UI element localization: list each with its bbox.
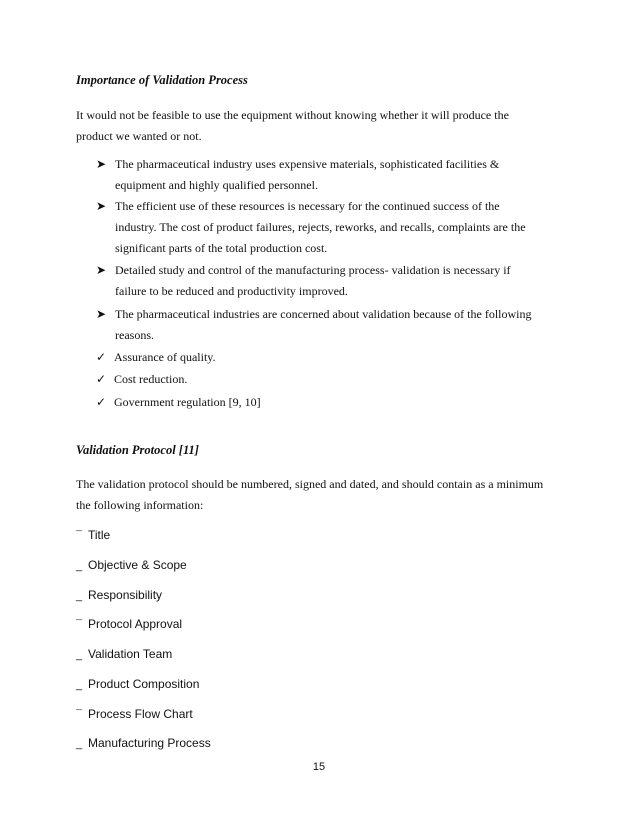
dash-marker: _	[76, 560, 83, 572]
bullet-text-line: The pharmaceutical industries are concerned about validation because of the following	[115, 307, 532, 321]
checkmark-icon: ✓	[96, 395, 107, 409]
protocol-list-item	[76, 647, 172, 661]
section-heading-importance: Importance of Validation Process	[76, 73, 248, 87]
protocol-list-item	[76, 707, 193, 721]
dash-marker: _	[76, 649, 83, 661]
protocol-list-item	[76, 617, 182, 631]
protocol-item-text: Process Flow Chart	[88, 707, 193, 721]
bullet-text-line: industry. The cost of product failures, rejects, reworks, and recalls, complaints are the	[115, 220, 526, 234]
check-bullet-text: Assurance of quality.	[114, 350, 216, 364]
check-bullet-text: Government regulation [9, 10]	[114, 395, 261, 409]
checkmark-icon: ✓	[96, 372, 107, 386]
check-bullet-item	[96, 395, 261, 410]
arrow-bullet-icon: ➤	[96, 157, 107, 171]
protocol-list-item	[76, 558, 187, 572]
page-number: 15	[312, 761, 326, 773]
protocol-item-text: Validation Team	[88, 647, 173, 661]
protocol-list-item	[76, 528, 110, 542]
protocol-item-text: Objective & Scope	[88, 558, 187, 572]
protocol-item-text: Manufacturing Process	[88, 736, 211, 750]
check-bullet-item	[96, 350, 216, 365]
bullet-text-line: The efficient use of these resources is necessary for the continued success of the	[115, 199, 500, 213]
protocol-item-text: Responsibility	[88, 588, 163, 602]
bullet-text-line: significant parts of the total production cost.	[115, 241, 328, 255]
bullet-text-line: failure to be reduced and productivity improved.	[115, 284, 348, 298]
checkmark-icon: ✓	[96, 350, 107, 364]
bullet-text-line: reasons.	[115, 328, 154, 342]
arrow-bullet-icon: ➤	[96, 307, 107, 321]
intro-line: It would not be feasible to use the equipment without knowing whether it will produce the	[76, 108, 509, 122]
intro-line: product we wanted or not.	[76, 129, 202, 143]
dash-marker: ¯	[76, 709, 83, 721]
protocol-item-text: Protocol Approval	[88, 617, 183, 631]
dash-marker: _	[76, 738, 83, 750]
protocol-list-item	[76, 588, 162, 602]
protocol-item-text: Title	[88, 528, 111, 542]
protocol-list-item	[76, 736, 211, 750]
intro-line: The validation protocol should be numbered, signed and dated, and should contain as a minimum	[76, 477, 544, 491]
dash-marker: ¯	[76, 530, 83, 542]
protocol-item-text: Product Composition	[88, 677, 200, 691]
section-heading-protocol: Validation Protocol [11]	[76, 443, 199, 457]
dash-marker: ¯	[76, 619, 83, 631]
arrow-bullet-icon: ➤	[96, 199, 107, 213]
bullet-text-line: The pharmaceutical industry uses expensive materials, sophisticated facilities &	[115, 157, 500, 171]
bullet-text-line: Detailed study and control of the manufacturing process- validation is necessary if	[115, 263, 511, 277]
arrow-bullet-icon: ➤	[96, 263, 107, 277]
protocol-list-item	[76, 677, 199, 691]
check-bullet-text: Cost reduction.	[114, 372, 188, 386]
intro-line: the following information:	[76, 498, 204, 512]
bullet-text-line: equipment and highly qualified personnel.	[115, 178, 318, 192]
dash-marker: _	[76, 590, 83, 602]
check-bullet-item	[96, 372, 187, 387]
dash-marker: _	[76, 679, 83, 691]
